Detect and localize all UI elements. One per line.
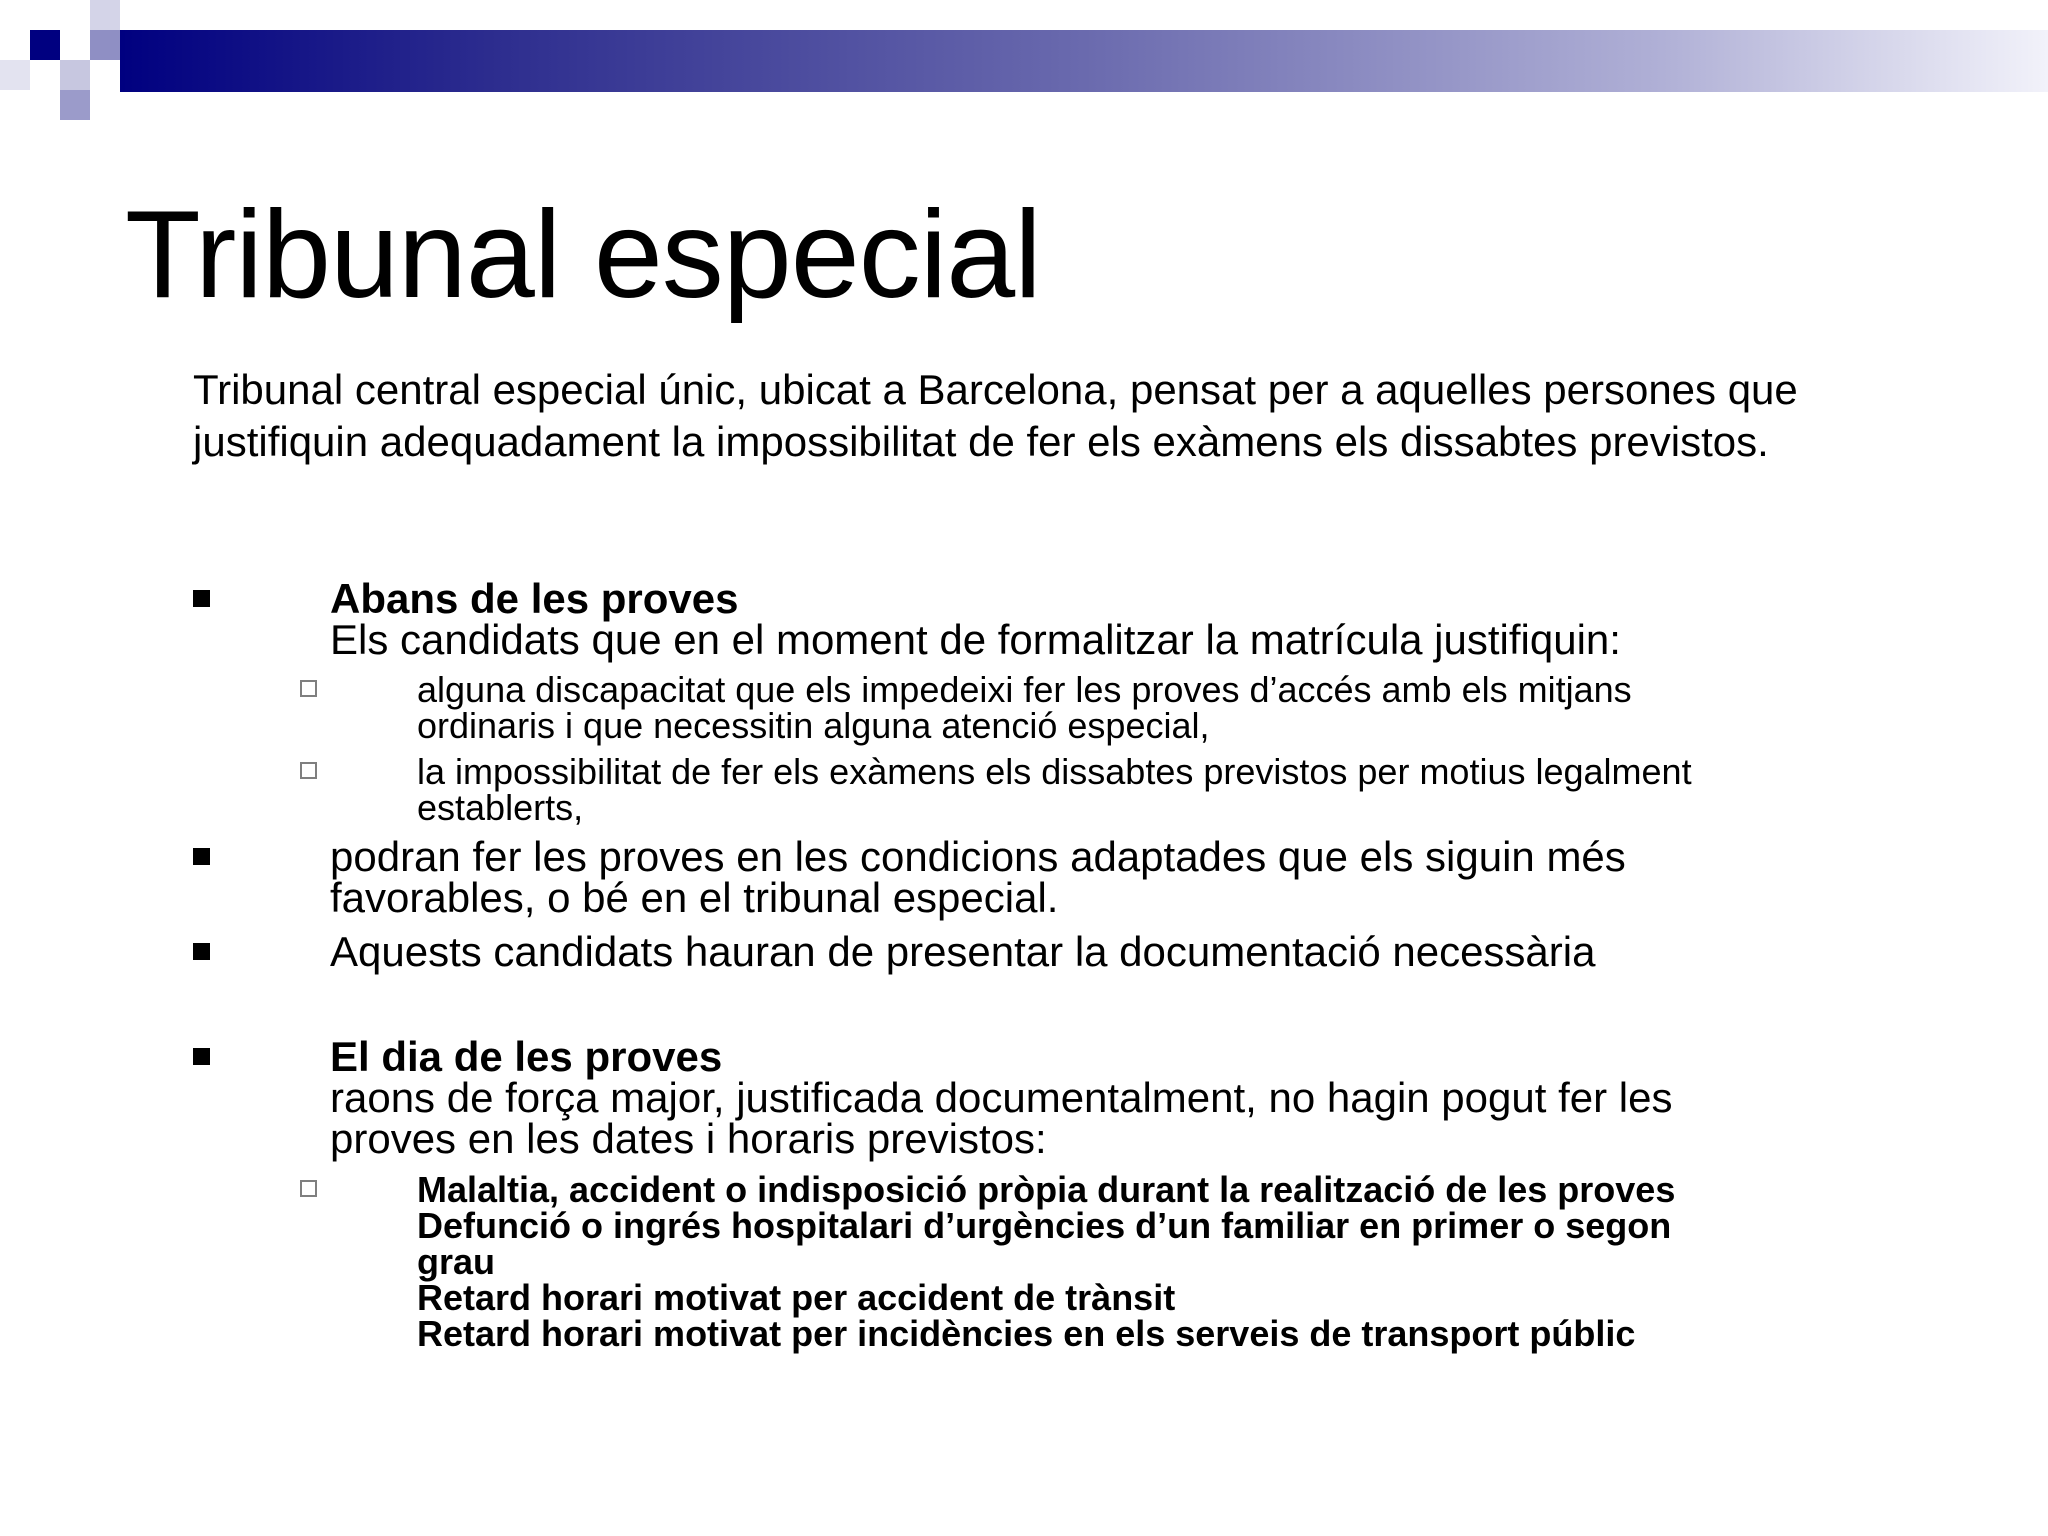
sub-bullet-line: grau (417, 1241, 496, 1282)
header-square-decoration (0, 60, 30, 90)
square-bullet-icon (193, 590, 210, 607)
header-gradient-bar (120, 30, 2048, 92)
bullet-text: Els candidats que en el moment de formalitzar la matrícula justifiquin: (330, 616, 1621, 663)
sub-bullet-line: Retard horari motivat per accident de trànsit (417, 1277, 1176, 1318)
square-bullet-icon (193, 848, 210, 865)
bullet-text: podran fer les proves en les condicions adaptades que els siguin més (330, 833, 1626, 880)
sub-bullet-line: Retard horari motivat per incidències en els serveis de transport públic (417, 1313, 1636, 1354)
hollow-square-bullet-icon (300, 762, 317, 779)
sub-bullet-line: alguna discapacitat que els impedeixi fer les proves d’accés amb els mitjans (417, 669, 1632, 710)
header-square-decoration (90, 30, 120, 60)
bullet-text: proves en les dates i horaris previstos: (330, 1115, 1047, 1162)
bullet-text: Aquests candidats hauran de presentar la documentació necessària (330, 928, 1596, 975)
bullet-heading: Abans de les proves (330, 575, 739, 622)
bullet-heading: El dia de les proves (330, 1033, 723, 1080)
sub-bullet-line: establerts, (417, 787, 584, 828)
sub-bullet-line: Malaltia, accident o indisposició pròpia durant la realització de les proves (417, 1169, 1676, 1210)
header-square-decoration (60, 60, 90, 90)
sub-bullet-line: la impossibilitat de fer els exàmens els dissabtes previstos per motius legalment (417, 751, 1692, 792)
sub-bullet-line: Defunció o ingrés hospitalari d’urgències d’un familiar en primer o segon (417, 1205, 1672, 1246)
sub-bullet-line: ordinaris i que necessitin alguna atenció especial, (417, 705, 1210, 746)
header-square-decoration (90, 0, 120, 30)
square-bullet-icon (193, 943, 210, 960)
bullet-text: favorables, o bé en el tribunal especial. (330, 874, 1059, 921)
slide-title: Tribunal especial (125, 186, 1041, 324)
header-square-decoration (0, 0, 30, 30)
square-bullet-icon (193, 1048, 210, 1065)
hollow-square-bullet-icon (300, 1180, 317, 1197)
hollow-square-bullet-icon (300, 680, 317, 697)
header-square-decoration (60, 90, 90, 120)
intro-paragraph: Tribunal central especial únic, ubicat a Barcelona, pensat per a aquelles persones que justifiquin adequadament la impossibilitat de fer els exàmens els dissabtes previstos. (193, 366, 1798, 465)
header-square-decoration (30, 30, 60, 60)
bullet-text: raons de força major, justificada documentalment, no hagin pogut fer les (330, 1074, 1673, 1121)
